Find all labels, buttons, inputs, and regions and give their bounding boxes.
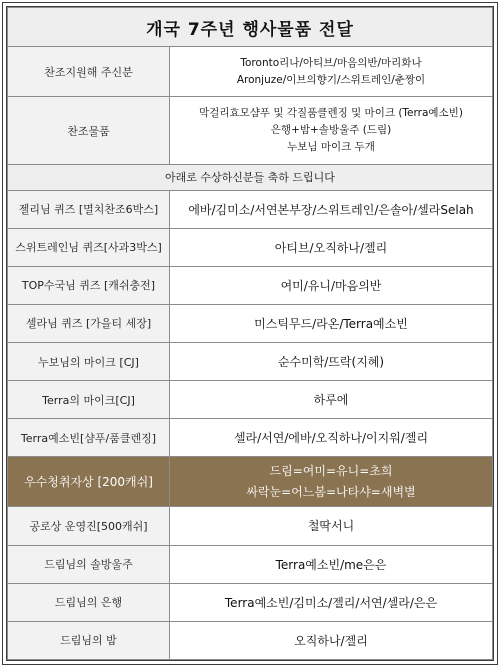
items-line: 은행+밤+솔방울주 (드림) [270, 124, 392, 137]
award-row [8, 381, 493, 419]
items-line: 누보님 마이크 두개 [287, 141, 375, 154]
best-listener-row [8, 457, 493, 507]
award-winners: 순수미학/뜨락(지혜) [170, 342, 493, 380]
award-winners: 에바/김미소/서연본부장/스위트레인/은솔아/셀라Selah [170, 190, 493, 228]
award-row [8, 304, 493, 342]
items-value [170, 97, 493, 165]
award-label: 누보님의 마이크 [CJ] [8, 342, 170, 380]
award-row [8, 507, 493, 545]
document-frame [6, 6, 494, 661]
title-row [8, 8, 493, 47]
sponsors-row [8, 47, 493, 97]
items-row [8, 97, 493, 165]
award-row [8, 621, 493, 659]
best-listener-label: 우수청취자상 [200캐쉬] [8, 457, 170, 507]
award-table [7, 7, 493, 660]
page-title: 개국 7주년 행사물품 전달 [8, 8, 493, 47]
award-row [8, 583, 493, 621]
best-listener-line: 싸락눈=어느봄=나타샤=새벽별 [246, 484, 416, 499]
award-winners: 미스틱무드/라온/Terra예소빈 [170, 304, 493, 342]
award-label: 드림님의 밤 [8, 621, 170, 659]
award-winners: 오직하나/젤리 [170, 621, 493, 659]
items-label: 찬조물품 [8, 97, 170, 165]
award-label: 스위트레인님 퀴즈[사과3박스] [8, 228, 170, 266]
award-label: 젤리님 퀴즈 [멸치찬조6박스] [8, 190, 170, 228]
notice-row [8, 165, 493, 190]
sponsors-line: Toronto리나/아티브/마음의반/마리화나 [240, 56, 422, 69]
award-row [8, 190, 493, 228]
best-listener-winners [170, 457, 493, 507]
award-row [8, 266, 493, 304]
award-winners: 셀라/서연/에바/오직하나/이지워/젤리 [170, 419, 493, 457]
award-label: 셀라님 퀴즈 [가을티 세장] [8, 304, 170, 342]
sponsors-line: Aronjuze/이브의향기/스위트레인/춘짱이 [236, 73, 426, 86]
award-label: TOP수국님 퀴즈 [캐쉬충전] [8, 266, 170, 304]
award-winners: 아티브/오직하나/젤리 [170, 228, 493, 266]
award-winners: 철딱서니 [170, 507, 493, 545]
award-winners: 여미/유니/마음의반 [170, 266, 493, 304]
award-row [8, 228, 493, 266]
award-label: Terra의 마이크[CJ] [8, 381, 170, 419]
sponsors-value [170, 47, 493, 97]
award-row [8, 419, 493, 457]
award-label: 드림님의 은행 [8, 583, 170, 621]
best-listener-line: 드림=여미=유니=초희 [269, 463, 393, 478]
award-label: 공로상 운영진[500캐쉬] [8, 507, 170, 545]
items-line: 막걸리효모샴푸 및 각질품클렌징 및 마이크 (Terra예소빈) [199, 107, 463, 120]
award-label: Terra예소빈[샴푸/품클렌징] [8, 419, 170, 457]
award-winners: 하루에 [170, 381, 493, 419]
award-winners: Terra예소빈/김미소/젤리/서연/셀라/은은 [170, 583, 493, 621]
award-row [8, 342, 493, 380]
sponsors-label: 찬조지원해 주신분 [8, 47, 170, 97]
notice-text: 아래로 수상하신분들 축하 드립니다 [8, 165, 493, 190]
award-label: 드림님의 솔방울주 [8, 545, 170, 583]
award-winners: Terra예소빈/me은은 [170, 545, 493, 583]
award-row [8, 545, 493, 583]
